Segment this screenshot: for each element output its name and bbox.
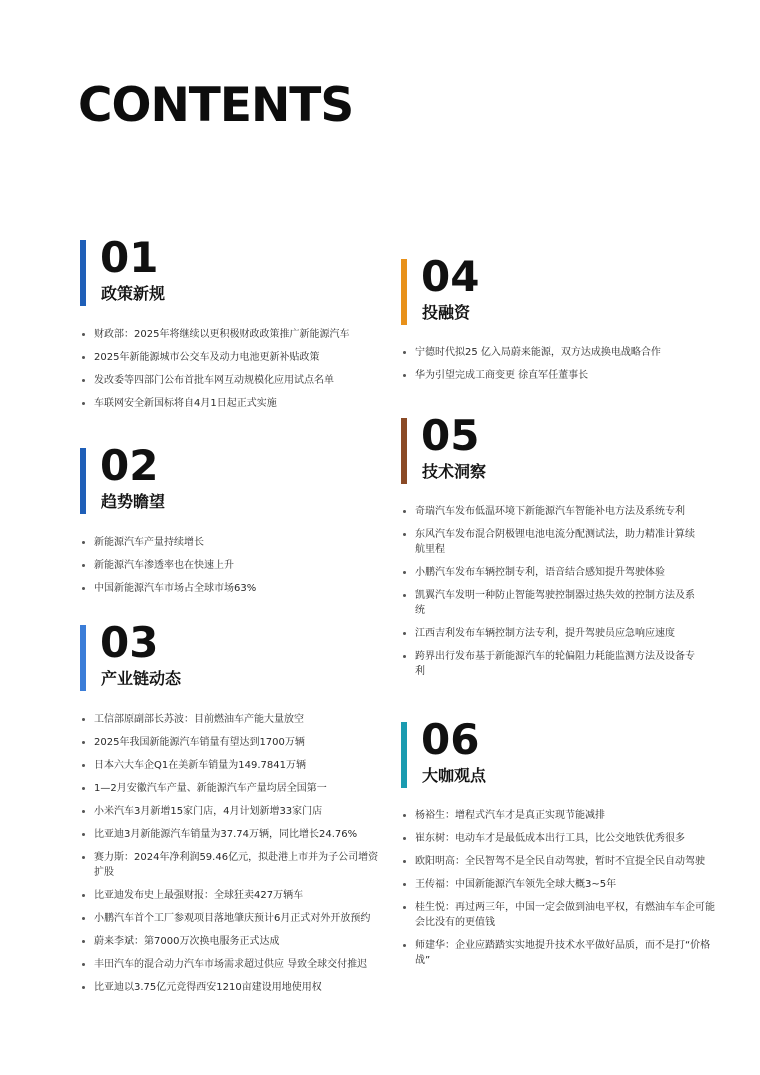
list-item[interactable]: 2025年新能源城市公交车及动力电池更新补贴政策 <box>80 350 380 365</box>
list-item[interactable]: 杨裕生：增程式汽车才是真正实现节能减排 <box>401 808 716 823</box>
section-number: 05 <box>421 411 480 460</box>
section-accent-bar <box>80 625 86 691</box>
section-number: 04 <box>421 252 480 301</box>
section-number: 02 <box>100 441 159 490</box>
section-item-list <box>401 504 701 679</box>
page-title: CONTENTS <box>78 78 354 133</box>
section-number: 06 <box>421 715 480 764</box>
list-item[interactable]: 王传福：中国新能源汽车领先全球大概3~5年 <box>401 877 716 892</box>
section-header <box>80 233 380 306</box>
section-accent-bar <box>80 448 86 514</box>
list-item[interactable]: 凯翼汽车发明一种防止智能驾驶控制器过热失效的控制方法及系统 <box>401 588 701 618</box>
section-item-list <box>80 535 380 596</box>
list-item[interactable]: 1—2月安徽汽车产量、新能源汽车产量均居全国第一 <box>80 781 380 796</box>
section-item-list <box>401 345 701 383</box>
section-expert-views <box>401 715 716 976</box>
list-item[interactable]: 工信部原副部长苏波：目前燃油车产能大量放空 <box>80 712 380 727</box>
section-policy <box>80 233 380 419</box>
section-trends <box>80 441 380 604</box>
section-number: 03 <box>100 618 159 667</box>
section-title: 趋势瞻望 <box>101 492 166 511</box>
section-header <box>401 411 701 484</box>
section-accent-bar <box>80 240 86 306</box>
section-investment <box>401 252 701 391</box>
list-item[interactable]: 宁德时代拟25 亿入局蔚来能源，双方达成换电战略合作 <box>401 345 701 360</box>
section-number: 01 <box>100 233 159 282</box>
section-accent-bar <box>401 259 407 325</box>
list-item[interactable]: 崔东树：电动车才是最低成本出行工具，比公交地铁优秀很多 <box>401 831 716 846</box>
list-item[interactable]: 欧阳明高：全民智驾不是全民自动驾驶，暂时不宜提全民自动驾驶 <box>401 854 716 869</box>
list-item[interactable]: 丰田汽车的混合动力汽车市场需求超过供应 导致全球交付推迟 <box>80 957 380 972</box>
list-item[interactable]: 江西吉利发布车辆控制方法专利，提升驾驶员应急响应速度 <box>401 626 701 641</box>
list-item[interactable]: 师建华：企业应踏踏实实地提升技术水平做好品质，而不是打“价格战” <box>401 938 716 968</box>
section-title: 大咖观点 <box>422 766 487 785</box>
list-item[interactable]: 跨界出行发布基于新能源汽车的轮偏阻力耗能监测方法及设备专利 <box>401 649 701 679</box>
list-item[interactable]: 新能源汽车产量持续增长 <box>80 535 380 550</box>
section-title: 政策新规 <box>101 284 166 303</box>
list-item[interactable]: 发改委等四部门公布首批车网互动规模化应用试点名单 <box>80 373 380 388</box>
list-item[interactable]: 东风汽车发布混合阴极锂电池电流分配测试法，助力精准计算续航里程 <box>401 527 701 557</box>
list-item[interactable]: 小米汽车3月新增15家门店，4月计划新增33家门店 <box>80 804 380 819</box>
section-title: 技术洞察 <box>422 462 487 481</box>
list-item[interactable]: 赛力斯：2024年净利润59.46亿元，拟赴港上市并为子公司增资扩股 <box>80 850 380 880</box>
list-item[interactable]: 华为引望完成工商变更 徐直军任董事长 <box>401 368 701 383</box>
section-accent-bar <box>401 722 407 788</box>
list-item[interactable]: 小鹏汽车发布车辆控制专利，语音结合感知提升驾驶体验 <box>401 565 701 580</box>
list-item[interactable]: 奇瑞汽车发布低温环境下新能源汽车智能补电方法及系统专利 <box>401 504 701 519</box>
list-item[interactable]: 桂生悦：再过两三年，中国一定会做到油电平权，有燃油车车企可能会比没有的更值钱 <box>401 900 716 930</box>
list-item[interactable]: 比亚迪3月新能源汽车销量为37.74万辆，同比增长24.76% <box>80 827 380 842</box>
section-tech-insights <box>401 411 701 687</box>
section-item-list <box>401 808 716 968</box>
section-accent-bar <box>401 418 407 484</box>
section-header <box>401 252 701 325</box>
section-header <box>80 618 380 691</box>
list-item[interactable]: 2025年我国新能源汽车销量有望达到1700万辆 <box>80 735 380 750</box>
list-item[interactable]: 财政部：2025年将继续以更积极财政政策推广新能源汽车 <box>80 327 380 342</box>
section-header <box>80 441 380 514</box>
section-header <box>401 715 716 788</box>
section-title: 投融资 <box>422 303 471 322</box>
list-item[interactable]: 日本六大车企Q1在美新车销量为149.7841万辆 <box>80 758 380 773</box>
section-item-list <box>80 712 380 995</box>
section-item-list <box>80 327 380 411</box>
list-item[interactable]: 比亚迪发布史上最强财报：全球狂卖427万辆车 <box>80 888 380 903</box>
list-item[interactable]: 新能源汽车渗透率也在快速上升 <box>80 558 380 573</box>
list-item[interactable]: 蔚来李斌：第7000万次换电服务正式达成 <box>80 934 380 949</box>
list-item[interactable]: 中国新能源汽车市场占全球市场63% <box>80 581 380 596</box>
list-item[interactable]: 小鹏汽车首个工厂参观项目落地肇庆预计6月正式对外开放预约 <box>80 911 380 926</box>
section-title: 产业链动态 <box>101 669 182 688</box>
list-item[interactable]: 车联网安全新国标将自4月1日起正式实施 <box>80 396 380 411</box>
list-item[interactable]: 比亚迪以3.75亿元竞得西安1210亩建设用地使用权 <box>80 980 380 995</box>
section-industry-chain <box>80 618 380 1003</box>
